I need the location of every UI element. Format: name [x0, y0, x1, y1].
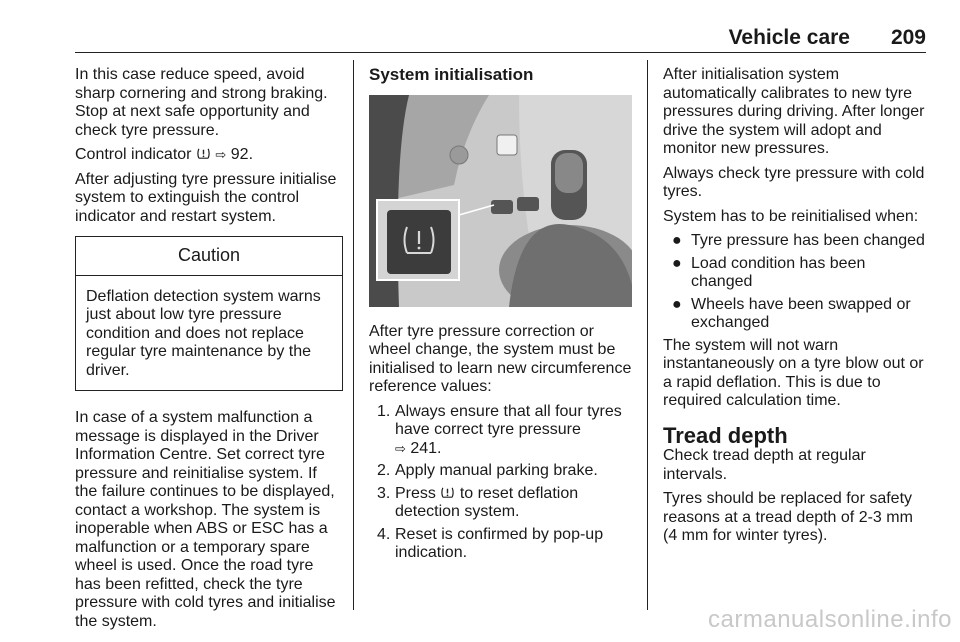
reference-arrow-icon: ⇨: [395, 440, 406, 456]
section-title: Vehicle care: [728, 26, 850, 49]
page-number: 209: [890, 26, 926, 49]
paragraph: Tyres should be replaced for safety reasons at a tread depth of 2-3 mm (4 mm for winter tyres).: [663, 490, 913, 544]
column-left: [75, 66, 343, 637]
paragraph: After initialisation system automatically calibrates to new tyre pressures during driving. After longer drive the system will adopt and monitor new pressures.: [663, 66, 925, 157]
column-divider: [647, 60, 648, 610]
list-item: ● Load condition has been changed: [672, 254, 866, 290]
column-middle: [369, 66, 637, 567]
bullet-icon: ●: [672, 254, 682, 272]
tyre-pressure-icon: [196, 146, 211, 161]
caution-body: Deflation detection system warns just about low tyre pressure condition and does not replace regular tyre maintenance by the driver.: [86, 287, 321, 379]
list-item: 2. Apply manual parking brake.: [377, 462, 598, 479]
page-header: [75, 26, 926, 53]
paragraph-control-indicator: Control indicator ⇨ 92.: [75, 146, 254, 163]
column-right: [663, 66, 931, 552]
console-photo: [369, 95, 632, 307]
section-heading: System initialisation: [369, 65, 534, 84]
list-item: ● Wheels have been swapped or exchanged: [672, 295, 911, 331]
reference-arrow-icon: ⇨: [215, 147, 227, 162]
tyre-pressure-icon: [440, 485, 455, 500]
list-item: 4. Reset is confirmed by pop-up indication.: [377, 525, 604, 561]
paragraph: Check tread depth at regular intervals.: [663, 447, 866, 483]
list-item: 3. Press to reset deflation detection system.: [377, 484, 579, 520]
paragraph: The system will not warn instantaneously on a tyre blow out or a rapid deflation. This is due to required calculation time.: [663, 336, 924, 409]
paragraph: System has to be reinitialised when:: [663, 207, 919, 225]
page-reference[interactable]: 241.: [410, 439, 442, 457]
section-heading: Tread depth: [663, 422, 788, 448]
paragraph: After adjusting tyre pressure initialise system to extinguish the control indicator and restart system.: [75, 170, 337, 225]
page-reference[interactable]: 92.: [230, 146, 254, 163]
paragraph: After tyre pressure correction or wheel change, the system must be initialised to learn new circumference reference values:: [369, 322, 632, 395]
caution-box: [75, 236, 343, 391]
bullet-icon: ●: [672, 232, 682, 249]
bullet-icon: ●: [672, 295, 682, 313]
list-item: ● Tyre pressure has been changed: [672, 232, 925, 249]
gear-console-illustration: [369, 95, 632, 307]
watermark: carmanualsonline.info: [708, 606, 952, 633]
paragraph: Always check tyre pressure with cold tyres.: [663, 164, 925, 200]
steps-list: [369, 403, 637, 563]
list-item: 1. Always ensure that all four tyres have correct tyre pressure ⇨ 241.: [377, 402, 622, 457]
paragraph: In case of a system malfunction a message is displayed in the Driver Information Centre. Set correct tyre pressure and reinitialise system. If the failure continues to be displayed, contact a workshop. The system is inoperable when ABS or ESC has a malfunction or a temporary spare wheel is used. Once the road tyre has been refitted, check the tyre pressure with cold tyres and initialise the system.: [75, 409, 336, 630]
column-divider: [353, 60, 354, 610]
reinitialise-list: [663, 232, 931, 333]
paragraph: In this case reduce speed, avoid sharp cornering and strong braking. Stop at next safe opportunity and check tyre pressure.: [75, 66, 328, 139]
caution-title: Caution: [76, 237, 342, 276]
